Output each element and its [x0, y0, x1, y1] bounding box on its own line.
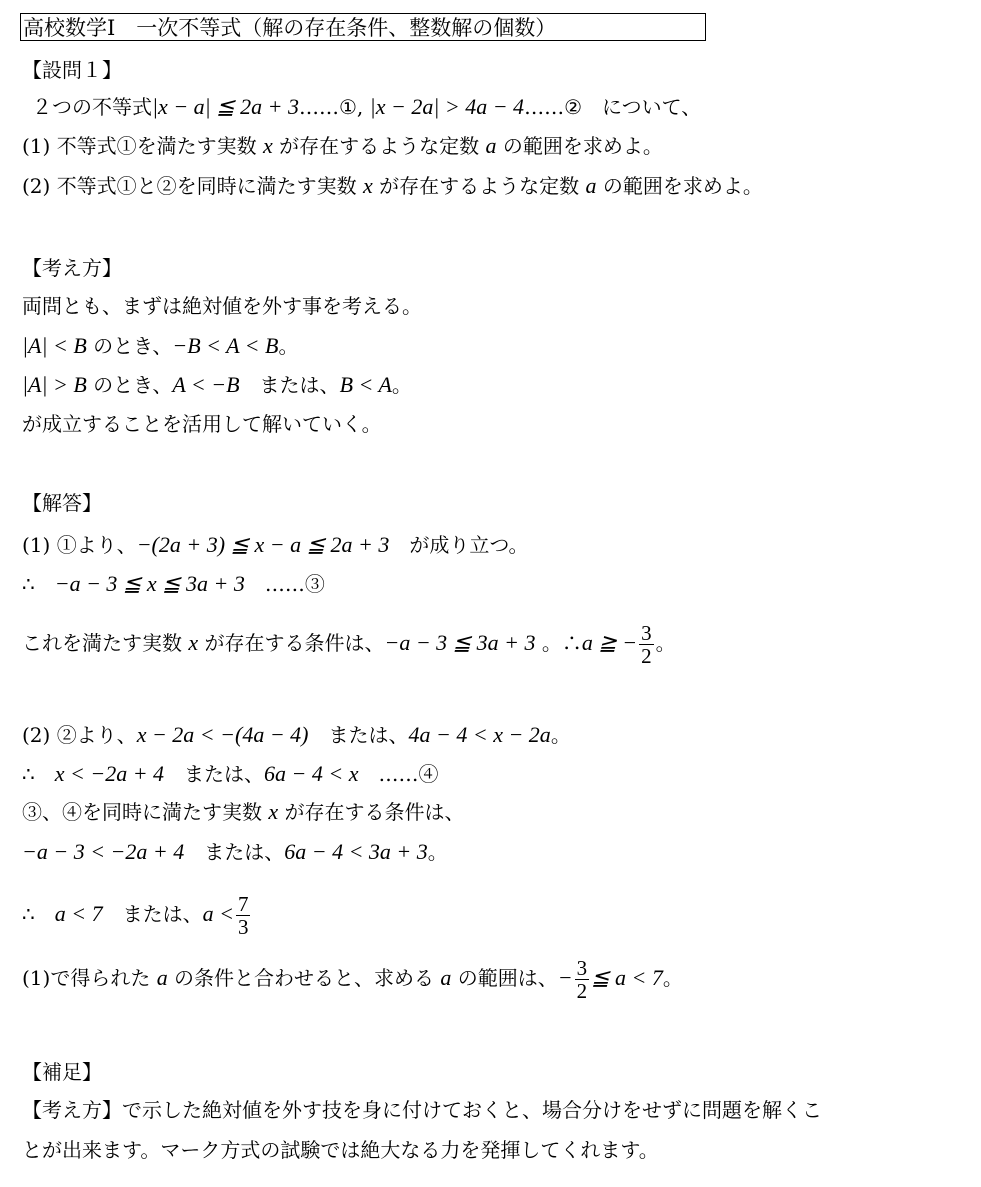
- approach-line-4: が成立することを活用して解いていく。: [22, 412, 382, 436]
- text: が存在するような定数: [372, 174, 586, 198]
- text: または、: [184, 840, 285, 864]
- text: 。: [278, 334, 299, 358]
- text: (2) ②より、: [22, 723, 137, 747]
- text: のとき、: [86, 373, 173, 397]
- text: が存在する条件は、: [278, 800, 465, 824]
- math: −B < A < B: [172, 333, 279, 358]
- text: 。∴: [535, 631, 582, 655]
- var: x: [188, 630, 199, 655]
- text: (1) 不等式①を満たす実数: [22, 134, 264, 158]
- math: |A| < B: [22, 333, 87, 358]
- var: x: [363, 173, 373, 198]
- answer-conclusion: [22, 956, 683, 1003]
- answer-2-line-4: [22, 839, 448, 865]
- math: x < −2a + 4: [54, 761, 165, 786]
- text: または、: [239, 373, 340, 397]
- question-2: [22, 173, 763, 199]
- approach-line-2: [22, 333, 298, 359]
- text: 。: [550, 723, 571, 747]
- text: ∴: [22, 902, 55, 926]
- math: 6a − 4 < 3a + 3: [284, 839, 428, 864]
- supplement-line-1: 【考え方】で示した絶対値を外す技を身に付けておくと、場合分けをせずに問題を解くこ: [22, 1098, 822, 1122]
- approach-heading: 【考え方】: [22, 256, 122, 280]
- text: または、: [164, 762, 265, 786]
- math: −a − 3 ≦ 3a + 3: [384, 630, 536, 655]
- math: −a − 3 ≦ x ≦ 3a + 3: [54, 571, 245, 596]
- math: 4a − 4 < x − 2a: [408, 722, 551, 747]
- text: または、: [102, 902, 203, 926]
- question-intro: [32, 94, 701, 120]
- text: ……④: [358, 762, 439, 786]
- math: −: [557, 965, 573, 990]
- text: 。: [391, 373, 412, 397]
- math: 6a − 4 < x: [264, 761, 359, 786]
- text: の範囲を求めよ。: [496, 134, 663, 158]
- text: または、: [308, 723, 409, 747]
- approach-line-3: [22, 372, 412, 398]
- text: これを満たす実数: [22, 631, 189, 655]
- var: a: [440, 965, 452, 990]
- math: x − 2a < −(4a − 4): [136, 722, 309, 747]
- supplement-line-2: とが出来ます。マーク方式の試験では絶大なる力を発揮してくれます。: [22, 1138, 659, 1162]
- text: ……② について、: [524, 95, 702, 119]
- text: (1)で得られた: [22, 966, 157, 990]
- answer-2-line-5: [22, 892, 252, 939]
- text: ２つの不等式: [32, 95, 152, 119]
- answer-2-line-3: [22, 799, 464, 825]
- answer-heading: 【解答】: [22, 491, 102, 515]
- text: ③、④を同時に満たす実数: [22, 800, 269, 824]
- fraction: [639, 622, 654, 667]
- answer-1-line-2: [22, 571, 325, 597]
- math: −(2a + 3) ≦ x − a ≦ 2a + 3: [136, 532, 390, 557]
- text: が成り立つ。: [389, 533, 529, 557]
- denominator: 2: [576, 979, 588, 1003]
- denominator: 2: [641, 644, 652, 668]
- text: 。: [655, 631, 676, 655]
- numerator: 7: [237, 892, 249, 916]
- document-title: 高校数学Ⅰ 一次不等式（解の存在条件、整数解の個数）: [20, 13, 706, 41]
- answer-1-line-3: [22, 621, 676, 668]
- text: 。: [427, 840, 448, 864]
- math: A < −B: [172, 372, 240, 397]
- text: のとき、: [86, 334, 173, 358]
- approach-line-1: 両問とも、まずは絶対値を外す事を考える。: [22, 294, 422, 318]
- math: a <: [202, 901, 234, 926]
- answer-2-line-1: [22, 722, 571, 748]
- text: が存在するような定数: [272, 134, 486, 158]
- text: (2) 不等式①と②を同時に満たす実数: [22, 174, 364, 198]
- numerator: 3: [576, 956, 588, 980]
- text: の範囲を求めよ。: [596, 174, 763, 198]
- fraction: [236, 893, 251, 938]
- supplement-heading: 【補足】: [22, 1060, 102, 1084]
- math: a < 7: [54, 901, 103, 926]
- answer-2-line-2: [22, 761, 439, 787]
- inequality-1: |x − a| ≦ 2a + 3: [152, 94, 299, 119]
- var: x: [263, 133, 273, 158]
- var: a: [585, 173, 597, 198]
- math: a ≧ −: [581, 630, 638, 655]
- text: の範囲は、: [451, 966, 558, 990]
- var: x: [268, 799, 279, 824]
- text: ∴: [22, 762, 55, 786]
- text: (1) ①より、: [22, 533, 137, 557]
- math: B < A: [339, 372, 392, 397]
- denominator: 3: [237, 915, 249, 939]
- var: a: [485, 133, 497, 158]
- text: の条件と合わせると、求める: [167, 966, 441, 990]
- math: |A| > B: [22, 372, 87, 397]
- text: ∴: [22, 572, 55, 596]
- inequality-2: |x − 2a| > 4a − 4: [369, 94, 525, 119]
- question-1: [22, 133, 663, 159]
- text: ……③: [244, 572, 325, 596]
- math: −a − 3 < −2a + 4: [22, 839, 185, 864]
- question-heading: 【設問１】: [22, 58, 122, 82]
- numerator: 3: [641, 621, 652, 645]
- math: ≦ a < 7: [591, 965, 663, 990]
- fraction: [575, 957, 590, 1002]
- var: a: [156, 965, 168, 990]
- text: 。: [662, 966, 683, 990]
- label-1: ……①,: [299, 95, 370, 119]
- answer-1-line-1: [22, 532, 529, 558]
- text: が存在する条件は、: [198, 631, 385, 655]
